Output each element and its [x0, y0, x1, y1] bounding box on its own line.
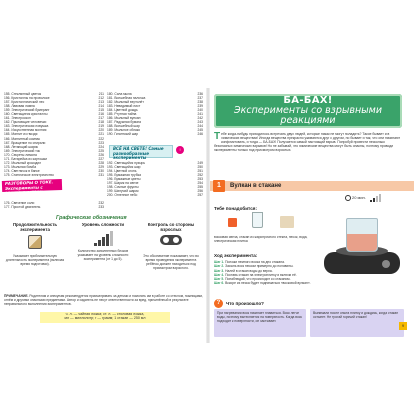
- toc-entry-page: 225: [98, 148, 104, 153]
- toc-entry-title: 190. Гигантский шар: [107, 132, 139, 137]
- step-number: Шаг 1.: [214, 260, 225, 264]
- toc-entry-page: 244: [197, 124, 203, 129]
- step-text: Положи немного воска на дно стакана.: [225, 260, 285, 264]
- toc-entry-page: 217: [98, 116, 104, 121]
- toc-entry-title: 182. Мыльный вертолёт: [107, 100, 144, 105]
- what-happened-heading: Что произошло?: [226, 301, 264, 306]
- steps-list: [214, 260, 334, 286]
- toc-entry-page: 232: [98, 201, 104, 205]
- toc-entry-page: 251: [197, 169, 203, 174]
- toc-entry-title: 177. Простой двигатель: [4, 205, 41, 210]
- toc-entry-title: 167. Вращение по спирали: [4, 140, 46, 145]
- toc-entry-page: 246: [197, 132, 203, 137]
- toc-entry-title: 157. Кристаллический лес: [4, 100, 45, 105]
- toc-entry-title: 156. Кристаллы на проволоке: [4, 96, 50, 101]
- toc-entry-page: 227: [98, 156, 104, 161]
- intro-text: ебе когда-нибудь приходилось встречать двух людей, которые никак не могут поладить? Такое бывает и в химических веществах! Иногда вещества прекрасно уживаются друг с другом, но бывает и так, что они начинают конфликтовать, и тогда — БА-БАХ! Получается самый настоящий взрыв. Попробуй провести несколько безопасных химических взрывов! Но не забывай, что химические вещества могут быть опасны, поэтому проводи эксперименты только под присмотром взрослых.: [214, 132, 401, 153]
- varied-experiments-banner: ВСЁ НА СВЕТЕ! Самые разнообразные эксперименты: [109, 145, 173, 158]
- toc-entry-title: 184. Цветной дождь: [107, 108, 138, 113]
- hot-plate-illustration: [322, 212, 402, 280]
- toc-entry-page: 220: [98, 128, 104, 133]
- materials-list: восковая свеча, стакан из жаропрочного стекла, песок, вода, электрическая плитка: [214, 235, 308, 243]
- toc-entry-page: 233: [98, 205, 104, 210]
- toc-entry-title: 183. Невидимый лист: [107, 104, 141, 109]
- toc-entry-title: 170. Секреты лимона: [4, 152, 37, 157]
- toc-entry-title: 165. Магнит из гвоздя: [4, 132, 38, 137]
- step-number: Шаг 6.: [214, 281, 225, 286]
- toc-entry-title: 161. Электроскоп: [4, 116, 31, 121]
- toc-entry-page: 213: [98, 100, 104, 105]
- page-number: 9: [399, 322, 407, 330]
- toc-entry-page: 211: [98, 92, 104, 96]
- step-number: Шаг 3.: [214, 268, 225, 273]
- toc-entry-page: 216: [98, 112, 104, 117]
- toc-entry-title: 196. Бумажные цветы: [107, 177, 141, 182]
- materials-illustrations: [222, 212, 308, 232]
- toc-entry-page: 221: [98, 132, 104, 137]
- section-badge: !: [176, 146, 184, 154]
- chapter-subtitle: Эксперименты со взрывными реакциями: [233, 105, 383, 126]
- step-text: Поставь стакан на электроплитку и включи её.: [225, 272, 297, 277]
- toc-entry-title: 193. Светящийся шар: [107, 165, 141, 170]
- toc-entry-page: 214: [98, 104, 104, 109]
- safety-note-text: Родителям и опекунам рекомендуется присматривать за детьми и помогать им в работе со стеклом, ножницами, огнём и другими опасными предметами. Автор и издатель не несут ответственности за вред, причинённый в результате неправильного выполнения экспериментов.: [4, 294, 204, 306]
- chapter-title: БА-БАХ!: [283, 95, 333, 106]
- toc-entry-page: 253: [197, 177, 203, 182]
- legend-duration-text: Указывает приблизительную длительность эксперимента (включая время подготовки).: [5, 254, 65, 266]
- abbreviations-line-1: ч. л. — чайная ложка; ст. л. — столовая ложка,: [65, 312, 145, 316]
- toc-entry-title: 169. Электрический ток: [4, 148, 41, 153]
- difficulty-indicator-icon: [370, 194, 381, 202]
- explanation-box: При нагревании воск начинает плавиться. Воск легче воды, поэтому вытесняется на поверхность. Когда воск подходит к поверхности, он застывает.: [214, 309, 306, 337]
- toc-entry-title: 198. Сочные фрукты: [107, 185, 139, 190]
- toc-entry-page: 250: [197, 165, 203, 170]
- toc-entry-title: 194. Цветной огонь: [107, 169, 137, 174]
- toc-entry-title: 172. Мыльный крокодил: [4, 160, 42, 165]
- toc-entry-page: 212: [98, 96, 104, 101]
- toc-entry-page: 255: [197, 185, 203, 190]
- toc-entry-title: 187. Радужная бумага: [107, 120, 141, 125]
- abbreviations-line-2: мл — миллилитр; г — грамм; 1 стакан — 250 мл: [64, 316, 146, 320]
- hourglass-icon: [23, 235, 47, 251]
- toc-entry-title: 164. Искусственная молния: [4, 128, 47, 133]
- intro-drop-cap: Т: [214, 131, 221, 142]
- toc-entry-title: 166. Магнитный компас: [4, 136, 41, 141]
- toc-entry-page: 241: [197, 112, 203, 117]
- toc-entry-title: 168. Летающий шарик: [4, 144, 38, 149]
- toc-entry-title: 160. Светящиеся кристаллы: [4, 112, 48, 117]
- toc-entry-page: 218: [98, 120, 104, 125]
- toc-entry-page: 240: [197, 108, 203, 113]
- legend-duration-heading: Продолжительность эксперимента: [12, 222, 58, 232]
- electricity-banner: РАЗГОВОРЫ О ТОКЕ. Эксперименты с электричеством: [2, 179, 62, 192]
- legend-difficulty: [72, 222, 134, 261]
- step-text: Засыпь воск песком примерно до половины.: [225, 264, 294, 269]
- toc-entry-title: 171. Батарейка из картошки: [4, 156, 47, 161]
- toc-entry-title: 155. Стеклянный цветок: [4, 92, 42, 96]
- toc-entry-page: 245: [197, 128, 203, 133]
- left-page: [0, 88, 208, 343]
- materials-heading: Тебе понадобится:: [214, 206, 257, 211]
- step-number: Шаг 2.: [214, 264, 225, 269]
- experiment-number: 1: [213, 180, 225, 192]
- safety-note-label: ПРИМЕЧАНИЕ.: [4, 294, 29, 298]
- toc-entry-title: 185. Ртутная тайна: [107, 112, 137, 117]
- toc-entry-page: 237: [197, 96, 203, 101]
- legend-difficulty-heading: Уровень сложности: [81, 222, 125, 227]
- toc-entry-title: 197. Шарик на свече: [107, 181, 139, 186]
- toc-entry-page: 257: [197, 193, 203, 198]
- toc-entry-page: 222: [98, 136, 104, 141]
- toc-entry-page: 230: [98, 168, 104, 173]
- experiment-time-value: 20 мин.: [352, 195, 366, 201]
- toc-entry-title: 189. Мыльное облако: [107, 128, 141, 133]
- sand-bag-icon: [280, 216, 294, 228]
- experiment-time: [345, 195, 366, 201]
- legend-difficulty-text: Количество заполненных блоков указывает на уровень сложности эксперимента (от 1 до 5).: [77, 249, 129, 261]
- toc-entry: [107, 193, 203, 197]
- toc-entry-page: 254: [197, 181, 203, 186]
- step-number: Шаг 5.: [214, 277, 225, 282]
- toc-entry-title: 163. Электрическая ловушка: [4, 124, 49, 129]
- step-text: Налей в стакан воды до верха.: [225, 268, 273, 273]
- wax-candle-icon: [228, 218, 237, 227]
- toc-entry-title: 180. Сила мыла: [107, 92, 132, 96]
- legend-adult-heading: Контроль со стороны взрослых: [147, 222, 195, 232]
- step-number: Шаг 4.: [214, 272, 225, 277]
- toc-entry-title: 181. Волшебная палочка: [107, 96, 146, 101]
- safety-tip-box: Вынимали после опыта плитку и дождись, когда стакан остынет. Не трогай горячий стакан!: [310, 309, 404, 337]
- toc-entry-page: 243: [197, 120, 203, 125]
- toc-entry-page: 242: [197, 116, 203, 121]
- toc-entry-page: 256: [197, 189, 203, 194]
- toc-column-2: [107, 92, 203, 137]
- toc-entry-title: 162. Прыгающие человечки: [4, 120, 47, 125]
- legend-duration: [4, 222, 66, 266]
- book-fold: [206, 88, 210, 343]
- toc-entry-page: 238: [197, 100, 203, 105]
- toc-entry: [4, 173, 104, 177]
- toc-entry-page: 215: [98, 108, 104, 113]
- toc-entry-title: 195. Бумажная трубка: [107, 173, 141, 178]
- experiment-title: Вулкан в стакане: [230, 183, 282, 189]
- toc-entry-page: 239: [197, 104, 203, 109]
- toc-entry-page: 219: [98, 124, 104, 129]
- toc-entry-page: 229: [98, 164, 104, 169]
- toc-entry-page: 231: [98, 172, 104, 177]
- toc-entry: [4, 205, 104, 209]
- toc-entry-page: 236: [197, 92, 203, 96]
- legend-adult-text: Это обозначение показывает, что во время проведения эксперимента ребёнок должен находиться под присмотром взрослого.: [143, 254, 199, 270]
- toc-entry-page: 226: [98, 152, 104, 157]
- legend-adult-supervision: [140, 222, 202, 270]
- clock-icon: [345, 195, 351, 201]
- toc-entry-title: 200. Огненное небо: [107, 193, 138, 198]
- toc-entry-page: 249: [197, 161, 203, 165]
- eyes-icon: [159, 235, 183, 251]
- step-text: Вскоре из песка будет подниматься «восковой вулкан».: [225, 281, 311, 286]
- toc-entry-title: 173. Мыльная бомба: [4, 164, 37, 169]
- step-text: Понаблюдай, что происходит со стаканом.: [225, 277, 291, 282]
- toc-entry: [107, 132, 203, 136]
- legend-title: Графические обозначения: [56, 215, 127, 221]
- question-icon: ?: [214, 299, 223, 308]
- toc-column-1: [4, 92, 104, 177]
- toc-column-1-continued: [4, 201, 104, 209]
- toc-entry-title: 192. Светящийся пузырь: [107, 161, 146, 165]
- glass-beaker-icon: [252, 212, 263, 228]
- chapter-intro: [214, 132, 404, 152]
- toc-entry-page: 223: [98, 140, 104, 145]
- toc-entry-title: 174. Светлячок в банке: [4, 168, 40, 173]
- toc-entry-title: 159. Электрический бумеранг: [4, 108, 50, 113]
- steps-heading: Ход эксперимента:: [214, 253, 258, 258]
- toc-entry-title: 158. Лавовая лампа: [4, 104, 35, 109]
- toc-entry-title: 186. Мыльный вулкан: [107, 116, 141, 121]
- toc-entry-page: 224: [98, 144, 104, 149]
- safety-note: [4, 294, 204, 306]
- abbreviations-box: [40, 312, 170, 323]
- toc-entry-title: 175. Статическое электричество: [4, 172, 54, 177]
- toc-entry-title: 188. Волшебный шар: [107, 124, 140, 129]
- toc-column-2-continued: [107, 161, 203, 197]
- difficulty-bars-icon: [91, 230, 115, 246]
- toc-entry-title: 199. Шипучий шарик: [107, 189, 139, 194]
- toc-entry-title: 176. Свечение соли: [4, 201, 35, 205]
- toc-entry-page: 228: [98, 160, 104, 165]
- step-item: [214, 281, 334, 285]
- toc-entry-page: 252: [197, 173, 203, 178]
